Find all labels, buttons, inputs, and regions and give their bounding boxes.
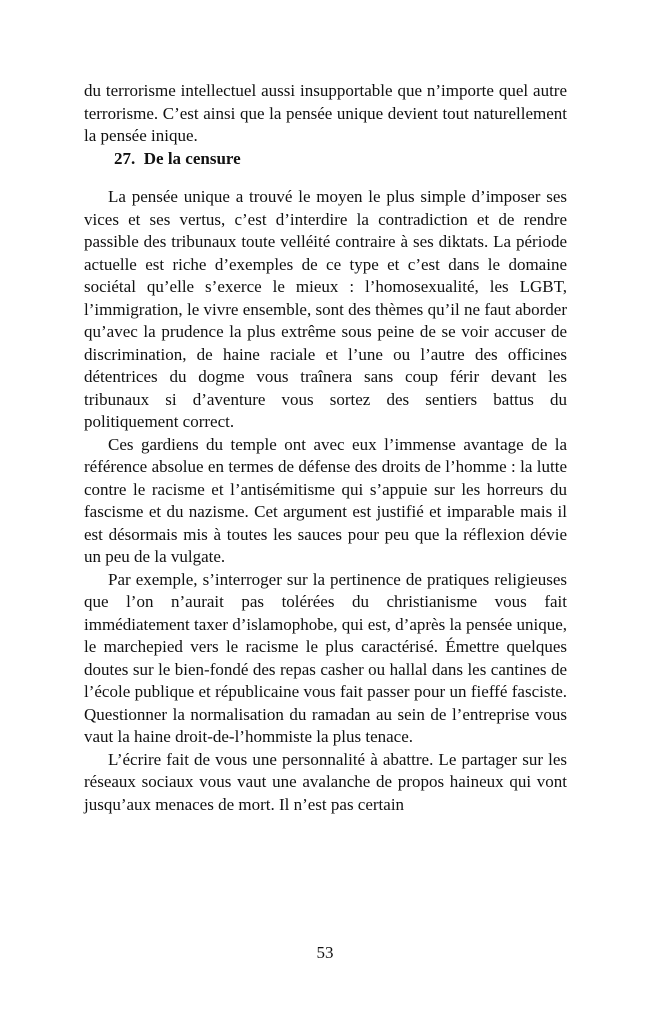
section-number: 27. xyxy=(114,148,136,168)
paragraph-4: L’écrire fait de vous une personnalité à abattre. Le partager sur les réseaux sociaux vous vaut une avalanche de propos haineux qui vont jusqu’aux menaces de mort. Il n’est pas certain xyxy=(84,749,567,814)
section-heading xyxy=(114,148,567,171)
section-title: De la censure xyxy=(143,148,241,168)
opening-paragraph: du terrorisme intellectuel aussi insupportable que n’importe quel autre terrorisme. C’est ainsi que la pensée unique devient tout naturellement la pensée inique. xyxy=(84,81,567,145)
page-number: 53 xyxy=(316,943,334,962)
paragraph-1: La pensée unique a trouvé le moyen le plus simple d’imposer ses vices et ses vertus, c’est d’interdire la contradiction et de rendre passible des tribunaux toute velléité contraire à ses diktats. La période actuelle est riche d’exemples de ce type et c’est dans le domaine sociétal qu’elle s’exerce le mieux : l’homosexualité, les LGBT, l’immigration, le vivre ensemble, sont des thèmes qu’il ne faut aborder qu’avec la prudence la plus extrême sous peine de se voir accuser de discrimination, de haine raciale et l’une ou l’autre des officines détentrices du dogme vous traînera sans coup férir devant les tribunaux si d’aventure vous sortez des sentiers battus du politiquement correct. xyxy=(84,187,567,431)
paragraph-2: Ces gardiens du temple ont avec eux l’immense avantage de la référence absolue en termes de défense des droits de l’homme : la lutte contre le racisme et l’antisémitisme qui s’appuie sur les horreurs du fascisme et du nazisme. Cet argument est justifié et imparable mais il est désormais mis à toutes les sauces pour peu que la réflexion dévie un peu de la vulgate. xyxy=(84,434,567,566)
page-body xyxy=(84,80,567,816)
paragraph-3: Par exemple, s’interroger sur la pertinence de pratiques religieuses que l’on n’aurait pas tolérées du christianisme vous fait immédiatement taxer d’islamophobe, qui est, d’après la pensée unique, le marchepied vers le racisme le plus caractérisé. Émettre quelques doutes sur le bien-fondé des repas casher ou hallal dans les cantines de l’école publique et républicaine vous fait passer pour un fieffé fasciste. Questionner la normalisation du ramadan au sein de l’entreprise vous vaut la haine droit-de-l’hommiste la plus tenace. xyxy=(84,569,567,746)
